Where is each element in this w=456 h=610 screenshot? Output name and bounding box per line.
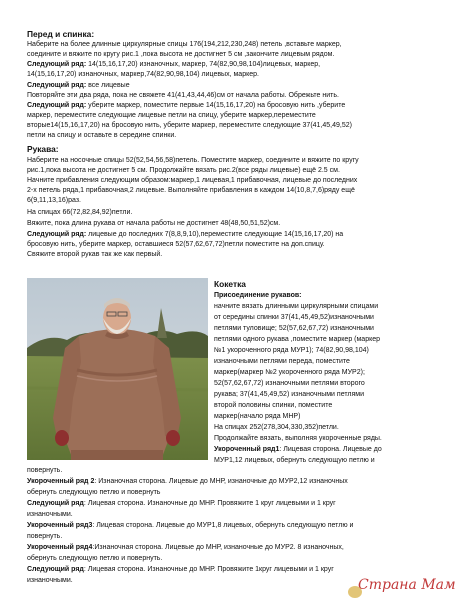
bold-label: Укороченный ряд3 — [27, 522, 93, 529]
sweater-photo-drawing — [27, 278, 208, 460]
sweater-photo — [27, 278, 208, 460]
text-line: повернуть. — [27, 467, 63, 474]
text-line — [27, 81, 130, 91]
text-line: вторые14(15,16,17,20) на бросовую нить, уберите маркер, переместите следующие 37(41,45,49,52) — [27, 122, 352, 129]
text-line: начните вязать длинными циркулярными спицами — [214, 303, 379, 310]
text-line: рукава; 37(41,45,49,52) изнаночными петлями — [214, 391, 365, 398]
text-line: от середины спинки 37(41,45,49,52)изнаночными — [214, 314, 374, 321]
text-line: 6(9,11,13,16)раз. — [27, 197, 81, 204]
text-line — [27, 565, 334, 575]
text-line: Вяжите, пока длина рукава от начала работы не достигнет 48(48,50,51,52)см. — [27, 220, 281, 227]
text-line: МУР1,12 лицевых, обернуть следующую петлю и — [214, 457, 375, 464]
text-line: 14(15,16,17,20) изнаночных, маркер,74(82,90,98,104) лицевых, маркер. — [27, 71, 259, 78]
section-title-yoke: Кокетка — [214, 279, 246, 289]
text-line: На спицах 252(278,304,330,352)петли. — [214, 424, 339, 431]
text-line: обернуть следующую петлю и повернуть. — [27, 555, 163, 562]
text-line: рис.1,пока высота не достигнет 5 см. Продолжайте вязать рис.2(все ряды лицевые) ещё 2.5 см. — [27, 167, 340, 174]
text-line: На спицах 66(72,82,84,92)петли. — [27, 209, 133, 216]
text-span: : Изнаночная сторона. Лицевые до МНР, изнаночные до МУР2,12 изнаночных — [94, 478, 348, 485]
bold-label: Следующий ряд: — [27, 231, 87, 238]
bold-label: Следующий ряд: — [27, 102, 87, 109]
text-line: Начните прибавления следующим образом:маркер,1 лицевая,1 прибавочная, лицевые до последних — [27, 177, 358, 184]
text-line: Повторяйте эти два ряда, пока не свяжете 41(41,43,44,46)см от начала работы. Обрежьте нить. — [27, 92, 339, 99]
text-line: изнаночными петлями переда, поместите — [214, 358, 350, 365]
text-line — [27, 101, 345, 111]
text-line: маркер(начало ряда МНР) — [214, 413, 301, 420]
bold-label: Укороченный ряд 2 — [27, 478, 95, 485]
text-line: второй половины спинки, поместите — [214, 402, 333, 409]
subsection-title: Присоединение рукавов: — [214, 292, 302, 299]
text-span: :Изнаночная сторона. Лицевые до МНР, изнаночные до МУР2. 8 изнаночных, — [92, 544, 344, 551]
text-line: изнаночными. — [27, 511, 73, 518]
text-line — [27, 477, 348, 487]
text-line: обернуть следующую петлю и повернуть — [27, 489, 161, 496]
text-line: изнаночными. — [27, 577, 73, 584]
text-line: Наберите на носочные спицы 52(52,54,56,58)петель. Поместите маркер, соедините и вяжите по кругу — [27, 157, 359, 164]
bold-label: Следующий ряд: — [27, 82, 87, 89]
text-line: маркер(маркер №2 укороченного ряда МУР2); — [214, 369, 365, 376]
text-line: петли на спицу и оставьте в середине спинки. — [27, 132, 177, 139]
text-line — [27, 543, 344, 553]
text-span: : Лицевая сторона. Изнаночные до МНР. Провяжите 1 круг лицевыми и 1 круг — [83, 500, 336, 507]
text-line — [27, 521, 353, 531]
bold-label: Следующий ряд — [27, 500, 84, 507]
text-line: 2-х петель ряда,1 прибавочная,2 лицевые. Выполняйте прибавления в каждом 14(10,8,7,6)ряду ещё — [27, 187, 355, 194]
text-span: лицевые до последних 7(8,8,9,10),переместите следующие 14(15,16,17,20) на — [86, 231, 344, 238]
text-line: петлями туловище; 52(57,62,67,72) изнаночными — [214, 325, 374, 332]
section-title-front-back: Перед и спинка: — [27, 29, 95, 39]
text-line — [27, 499, 336, 509]
text-line: соедините и вяжите по кругу рис.1 ,пока высота не достигнет 5 см ,закончите лицевым рядом. — [27, 51, 335, 58]
text-span: : Лицевая сторона. Лицевые до МУР1,8 лицевых, обернуть следующую петлю и — [92, 522, 354, 529]
text-span: все лицевые — [86, 82, 130, 89]
text-span: 14(15,16,17,20) изнаночных, маркер, 74(82,90,98,104)лицевых, маркер, — [86, 61, 321, 68]
watermark-text: Страна Мам — [358, 577, 456, 593]
site-watermark — [348, 574, 456, 600]
text-line: маркер, переместите следующие лицевые петли на спицу, уберите маркер,переместите — [27, 112, 316, 119]
text-line: Продолжайте вязать, выполняя укороченные ряды. — [214, 435, 382, 442]
section-title-sleeves: Рукава: — [27, 144, 59, 154]
bold-label: Следующий ряд — [27, 566, 84, 573]
bold-label: Следующий ряд: — [27, 61, 87, 68]
text-line — [27, 230, 343, 240]
text-span: уберите маркер, поместите первые 14(15,16,17,20) на бросовую нить ,уберите — [86, 102, 346, 109]
bold-label: Укороченный ряд1 — [214, 446, 280, 453]
text-line — [214, 445, 382, 455]
text-line: Наберите на более длинные циркулярные спицы 176(194,212,230,248) петель ,вставьте маркер, — [27, 41, 342, 48]
text-line: №1 укороченного ряда МУР1); 74(82,90,98,104) — [214, 347, 369, 354]
text-span: : Лицевая сторона. Лицевые до — [279, 446, 382, 453]
text-line: 52(57,62,67,72) изнаночными петлями второго — [214, 380, 365, 387]
text-line: повернуть. — [27, 533, 63, 540]
text-line: Свяжите второй рукав так же как первый. — [27, 251, 163, 258]
text-span: : Лицевая сторона. Изнаночные до МНР. Провяжите 1круг лицевыми и 1 круг — [83, 566, 334, 573]
text-line: бросовую нить, уберите маркер, оставшиеся 52(57,62,67,72)петли поместите на доп.спицу. — [27, 241, 325, 248]
text-line: петлями одного рукава ,поместите маркер (маркер — [214, 336, 381, 343]
bold-label: Укороченный ряд4 — [27, 544, 93, 551]
text-line — [27, 60, 320, 70]
